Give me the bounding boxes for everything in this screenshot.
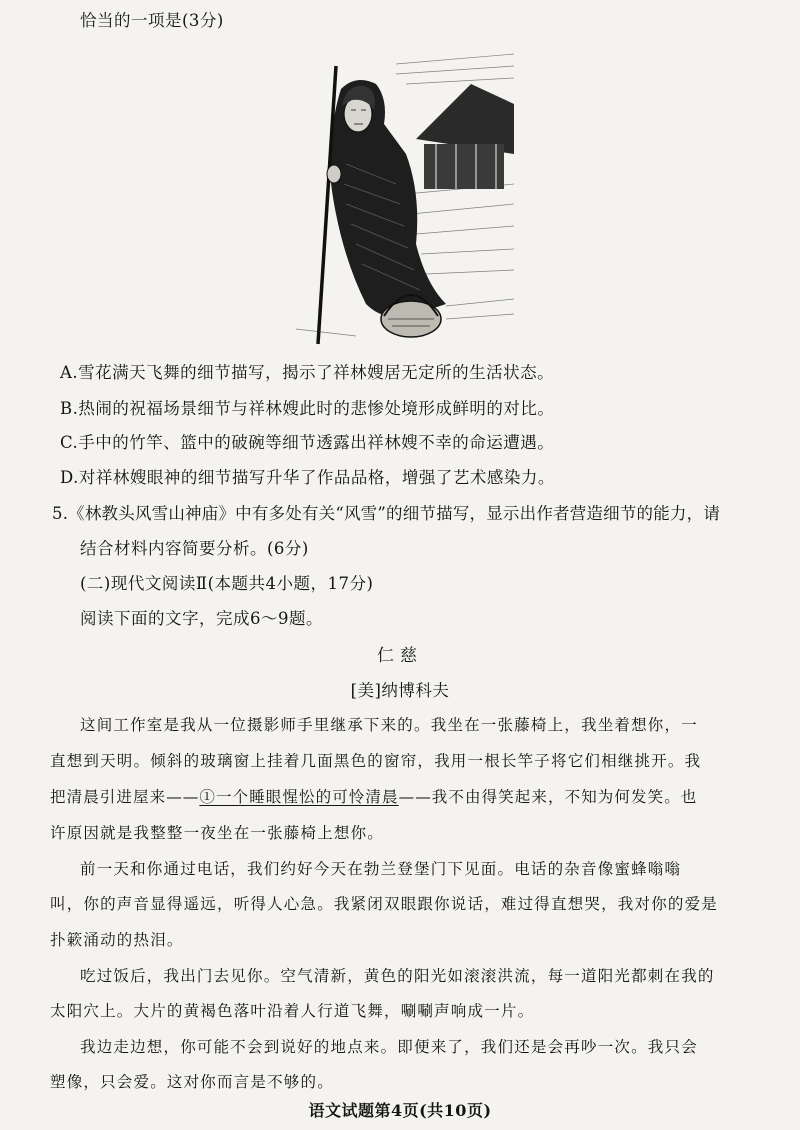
article-author: [美]纳博科夫 <box>350 681 450 700</box>
underlined-phrase-1: ①一个睡眼惺忪的可怜清晨 <box>199 788 399 806</box>
option-label: A. <box>60 363 79 382</box>
option-label: B. <box>60 399 79 418</box>
text-segment: ——我不由得笑起来，不知为何发笑。也 <box>398 788 698 806</box>
paragraph-2-line-2: 叫，你的声音显得遥远，听得人心急。我紧闭双眼跟你说话，难过得直想哭，我对你的爱是 <box>50 895 719 913</box>
paragraph-4-line-1: 我边走边想，你可能不会到说好的地点来。即便来了，我们还是会再吵一次。我只会 <box>80 1038 698 1056</box>
question-stem-tail: 恰当的一项是(3分) <box>80 11 224 30</box>
section-heading: (二)现代文阅读Ⅱ(本题共4小题，17分) <box>80 574 374 593</box>
option-label: D. <box>60 468 79 487</box>
option-text: 对祥林嫂眼神的细节描写升华了作品品格，增强了艺术感染力。 <box>78 468 555 487</box>
paragraph-1-line-3 <box>50 786 697 808</box>
paragraph-1-line-2: 直想到天明。倾斜的玻璃窗上挂着几面黑色的窗帘，我用一根长竿子将它们相继挑开。我 <box>50 752 702 770</box>
paragraph-1-line-4: 许原因就是我整整一夜坐在一张藤椅上想你。 <box>50 824 385 842</box>
option-b <box>60 398 554 420</box>
option-c <box>60 432 554 454</box>
option-text: 热闹的祝福场景细节与祥林嫂此时的悲惨处境形成鲜明的对比。 <box>78 399 555 418</box>
text-segment: 把清晨引进屋来—— <box>50 788 200 806</box>
article-title: 仁慈 <box>377 646 423 666</box>
paragraph-4-line-2: 塑像，只会爱。这对你而言是不够的。 <box>50 1073 334 1091</box>
option-text: 手中的竹竿、篮中的破碗等细节透露出祥林嫂不幸的命运遭遇。 <box>78 433 555 452</box>
question-5-line-2: 结合材料内容简要分析。(6分) <box>80 539 309 558</box>
woodcut-illustration-icon <box>296 44 514 346</box>
option-a <box>60 362 554 384</box>
paragraph-2-line-1: 前一天和你通过电话，我们约好今天在勃兰登堡门下见面。电话的杂音像蜜蜂嗡嗡 <box>80 860 682 878</box>
paragraph-3-line-2: 太阳穴上。大片的黄褐色落叶沿着人行道飞舞，唰唰声响成一片。 <box>50 1002 535 1020</box>
option-label: C. <box>60 433 79 452</box>
question-5-line-1: 5.《林教头风雪山神庙》中有多处有关“风雪”的细节描写，显示出作者营造细节的能力，请 <box>52 504 721 523</box>
option-d <box>60 467 555 489</box>
option-text: 雪花满天飞舞的细节描写，揭示了祥林嫂居无定所的生活状态。 <box>78 363 555 382</box>
page-footer: 语文试题第4页(共10页) <box>308 1101 492 1120</box>
paragraph-1-line-1: 这间工作室是我从一位摄影师手里继承下来的。我坐在一张藤椅上，我坐着想你，一 <box>80 716 698 734</box>
paragraph-2-line-3: 扑簌涌动的热泪。 <box>50 931 184 949</box>
paragraph-3-line-1: 吃过饭后，我出门去见你。空气清新，黄色的阳光如滚滚洪流，每一道阳光都刺在我的 <box>80 967 715 985</box>
section-instruction: 阅读下面的文字，完成6～9题。 <box>80 609 323 628</box>
